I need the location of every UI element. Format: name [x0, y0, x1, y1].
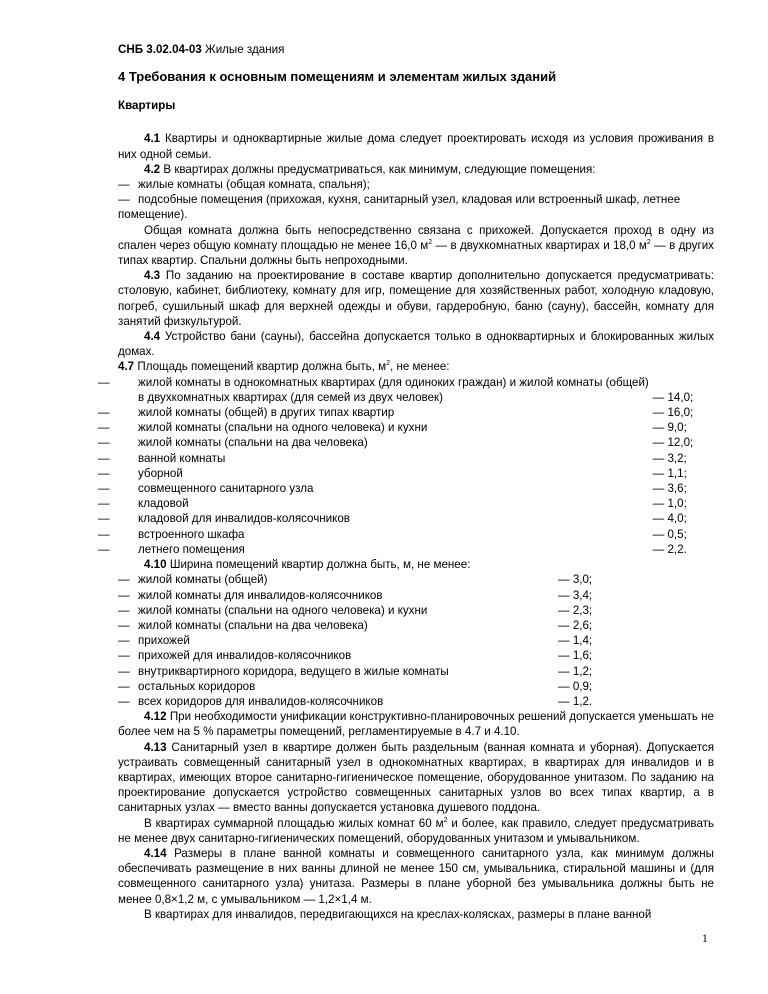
clause-number: 4.12 — [144, 710, 167, 724]
list-row-label: — жилой комнаты (общей) — [118, 573, 268, 587]
list-row — [118, 633, 714, 648]
list-row — [118, 603, 714, 618]
clause-number: 4.14 — [144, 846, 167, 860]
clause-4-1 — [118, 131, 714, 161]
list-row-value: — 3,0; — [558, 573, 593, 587]
clause-number: 4.7 — [118, 360, 135, 374]
document-code: СНБ 3.02.04-03 — [118, 43, 202, 56]
list-row-value: — 2,2. — [652, 542, 687, 556]
list-row — [98, 405, 714, 420]
list-row-label: — жилой комнаты (общей) в других типах квартир — [98, 406, 395, 420]
running-header — [118, 42, 714, 57]
list-row — [98, 451, 714, 466]
list-row-value: — 2,3; — [558, 603, 593, 617]
list-row-label: — жилой комнаты (спальни на два человека) — [118, 618, 368, 632]
list-row — [118, 664, 714, 679]
clause-4-3 — [118, 268, 714, 329]
clause-text: Ширина помещений квартир должна быть, м, не менее: — [169, 558, 471, 572]
list-row-label: — жилой комнаты (спальни на два человека) — [98, 436, 368, 450]
list-row — [98, 375, 714, 405]
page-number: 1 — [702, 932, 708, 945]
list-row — [98, 511, 714, 526]
list-row — [118, 572, 714, 587]
list-row-label: — жилой комнаты (спальни на одного человека) и кухни — [118, 603, 428, 617]
list-row-value: — 1,1; — [652, 466, 687, 480]
clause-4-14-note: В квартирах для инвалидов, передвигающихся на креслах-колясках, размеры в плане ванной — [144, 907, 652, 921]
list-row — [118, 588, 714, 603]
list-item: — жилые комнаты (общая комната, спальня); — [118, 178, 370, 192]
list-row — [98, 527, 714, 542]
list-row-label: — прихожей для инвалидов-колясочников — [118, 649, 352, 663]
subsection-title: Квартиры — [118, 99, 176, 113]
list-row-label: — кладовой для инвалидов-колясочников — [98, 512, 350, 526]
list-row — [98, 420, 714, 435]
list-row-label: — жилой комнаты в однокомнатных квартирах (для одиноких граждан) и жилой комнаты (общей) в двухкомнатных квартирах (для семей из двух человек) — [98, 375, 649, 404]
list-row-value: — 0,5; — [652, 527, 687, 541]
list-row — [98, 466, 714, 481]
clause-4-4 — [118, 329, 714, 359]
list-row-value: — 1,2; — [558, 664, 593, 678]
clause-text: Санитарный узел в квартире должен быть раздельным (ванная комната и уборная). Допускается устраивать совмещенный санитарный узел в однокомнатных квартирах, в квартирах для инвалидов и в квартирах, имеющих второе санитарно-гигиеническое помещение, оборудованное унитазом. По заданию на проектирование допускается устройство совмещенных санитарных узлов во всех типах квартир, а в санитарных узлах — вместо ванны допускается установка душевого поддона. — [118, 740, 714, 815]
list-row-value: — 4,0; — [652, 512, 687, 526]
section-title: 4 Требования к основным помещениям и элементам жилых зданий — [118, 69, 557, 85]
clause-4-12 — [118, 709, 714, 739]
list-row-label: — внутриквартирного коридора, ведущего в жилые комнаты — [118, 664, 449, 678]
list-item-text: жилые комнаты (общая комната, спальня); — [138, 178, 370, 192]
list-row-label: — кладовой — [98, 497, 189, 511]
list-row-value: — 1,2. — [558, 694, 593, 708]
list-row-value: — 14,0; — [652, 390, 694, 404]
page-content — [98, 42, 714, 922]
clause-text: По заданию на проектирование в составе квартир дополнительно допускается предусматривать: столовую, кабинет, библиотеку, комнату для игр, помещение для хозяйственных работ, холодную кладовую, погреб, сушильный шкаф для верхней одежды и обуви, гардеробную, баню (сауну), бассейн, комнату для занятий физкультурой. — [118, 269, 714, 328]
list-row-value: — 12,0; — [652, 436, 694, 450]
area-list — [98, 375, 714, 557]
list-row-label: — летнего помещения — [98, 542, 245, 556]
clause-4-13-note: В квартирах суммарной площадью жилых комнат 60 $м^2$ и более, как правило, следует предусматривать не менее двух санитарно-гигиенических помещений, оборудованных унитазом и умывальником. — [118, 816, 714, 845]
list-row — [118, 694, 714, 709]
list-row-value: — 2,6; — [558, 618, 593, 632]
clause-4-14 — [118, 846, 714, 907]
clause-number: 4.4 — [144, 330, 161, 344]
list-row-label: — ванной комнаты — [98, 451, 226, 465]
clause-number: 4.3 — [144, 269, 161, 283]
clause-text: Квартиры и одноквартирные жилые дома следует проектировать исходя из условия проживания в них одной семьи. — [118, 132, 714, 161]
list-row-label: — встроенного шкафа — [98, 527, 245, 541]
clause-4-7: 4.7 Площадь помещений квартир должна быть, $м^2$, не менее: — [118, 360, 450, 374]
list-row-value: — 0,9; — [558, 679, 593, 693]
document-title: Жилые здания — [204, 43, 285, 56]
clause-4-2 — [118, 162, 714, 177]
list-row — [118, 679, 714, 694]
list-row-label: — уборной — [98, 466, 183, 480]
clause-4-2-note: Общая комната должна быть непосредственно связана с прихожей. Допускается проход в одну из спален через общую комнату площадью не менее 16,0 $м^2$ — в двухкомнатных квартирах и 18,0 $м^2$ — в других типах квартир. Спальни должны быть непроходными. — [118, 223, 714, 268]
clause-4-13 — [118, 740, 714, 816]
list-row-label: — прихожей — [118, 634, 190, 648]
clause-text: Устройство бани (сауны), бассейна допускается только в одноквартирных и блокированных жилых домах. — [118, 330, 714, 359]
clause-text: При необходимости унификации конструктивно-планировочных решений допускается уменьшать не более чем на 5 % параметры помещений, регламентируемые в 4.7 и 4.10. — [118, 710, 714, 739]
list-row-value: — 1,4; — [558, 634, 593, 648]
clause-number: 4.13 — [144, 740, 167, 754]
width-list — [118, 572, 714, 709]
list-row-value: — 1,0; — [652, 497, 687, 511]
list-row-label: — остальных коридоров — [118, 679, 256, 693]
list-row-label: — всех коридоров для инвалидов-колясочников — [118, 694, 384, 708]
clause-text: Размеры в плане ванной комнаты и совмещенного санитарного узла, как минимум должны обеспечивать размещение в них ванны длиной не менее 150 см, умывальника, стиральной машины и (для совмещенного санитарного узла) унитаза. Размеры в плане уборной без умывальника должны быть не менее 0,8×1,2 м, с умывальником — 1,2×1,4 м. — [118, 846, 714, 906]
list-row — [118, 648, 714, 663]
list-row — [98, 542, 714, 557]
list-row-value: — 3,2; — [652, 451, 687, 465]
list-row-label: — совмещенного санитарного узла — [98, 482, 314, 496]
clause-number: 4.10 — [144, 558, 167, 572]
clause-number: 4.1 — [144, 132, 161, 146]
list-row — [98, 435, 714, 450]
list-row-value: — 16,0; — [652, 406, 694, 420]
list-row — [98, 496, 714, 511]
list-row-label: — жилой комнаты для инвалидов-колясочников — [118, 588, 383, 602]
list-item-text: подсобные помещения (прихожая, кухня, санитарный узел, кладовая или встроенный шкаф, летнее помещение). — [118, 193, 681, 222]
list-row — [98, 481, 714, 496]
clause-text: В квартирах должны предусматриваться, как минимум, следующие помещения: — [163, 162, 596, 176]
clause-number: 4.2 — [144, 162, 161, 176]
list-item: — подсобные помещения (прихожая, кухня, санитарный узел, кладовая или встроенный шкаф, летнее помещение). — [118, 193, 681, 222]
clause-4-10 — [118, 557, 714, 572]
list-row-label: — жилой комнаты (спальни на одного человека) и кухни — [98, 421, 428, 435]
list-row-value: — 3,6; — [652, 482, 687, 496]
list-row-value: — 9,0; — [652, 421, 687, 435]
list-row-value: — 3,4; — [558, 588, 593, 602]
list-row — [118, 618, 714, 633]
list-row-value: — 1,6; — [558, 649, 593, 663]
